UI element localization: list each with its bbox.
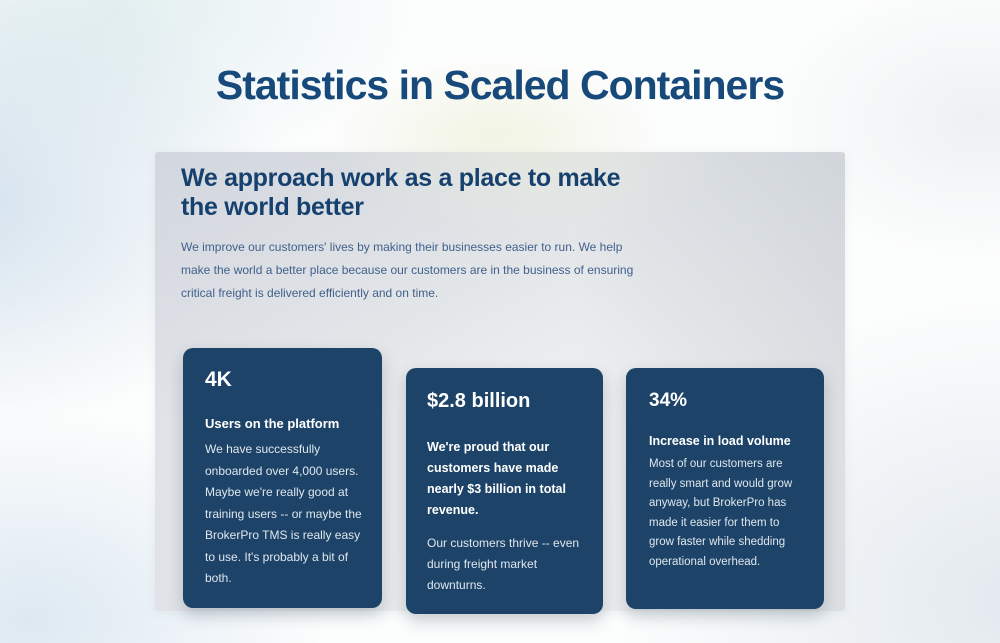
- stat-label: Increase in load volume: [649, 434, 791, 448]
- stat-description: Most of our customers are really smart and would grow anyway, but BrokerPro has made it easier for them to grow faster while shedding operational overhead.: [649, 458, 793, 568]
- stat-label: We're proud that our customers have made nearly $3 billion in total revenue.: [427, 440, 566, 517]
- stat-description: We have successfully onboarded over 4,000 users. Maybe we're really good at training users -- or maybe the BrokerPro TMS is really easy to use. It's probably a bit of both.: [205, 442, 362, 585]
- stat-value: $2.8 billion: [427, 390, 531, 412]
- section-heading: We approach work as a place to make the world better: [181, 164, 621, 221]
- intro-panel: [155, 152, 845, 611]
- page-title: Statistics in Scaled Containers: [215, 62, 785, 108]
- stat-description: Our customers thrive -- even during freight market downturns.: [427, 536, 580, 592]
- stat-card-users: [183, 348, 382, 608]
- stat-value: 34%: [649, 390, 688, 411]
- section-description: We improve our customers' lives by making their businesses easier to run. We help make the world a better place because our customers are in the business of ensuring critical freight is delivered efficiently and on time.: [181, 240, 634, 300]
- stat-label: Users on the platform: [205, 416, 340, 431]
- stat-value: 4K: [205, 368, 232, 391]
- stat-card-revenue: [406, 368, 603, 614]
- stat-card-load-volume: [626, 368, 824, 609]
